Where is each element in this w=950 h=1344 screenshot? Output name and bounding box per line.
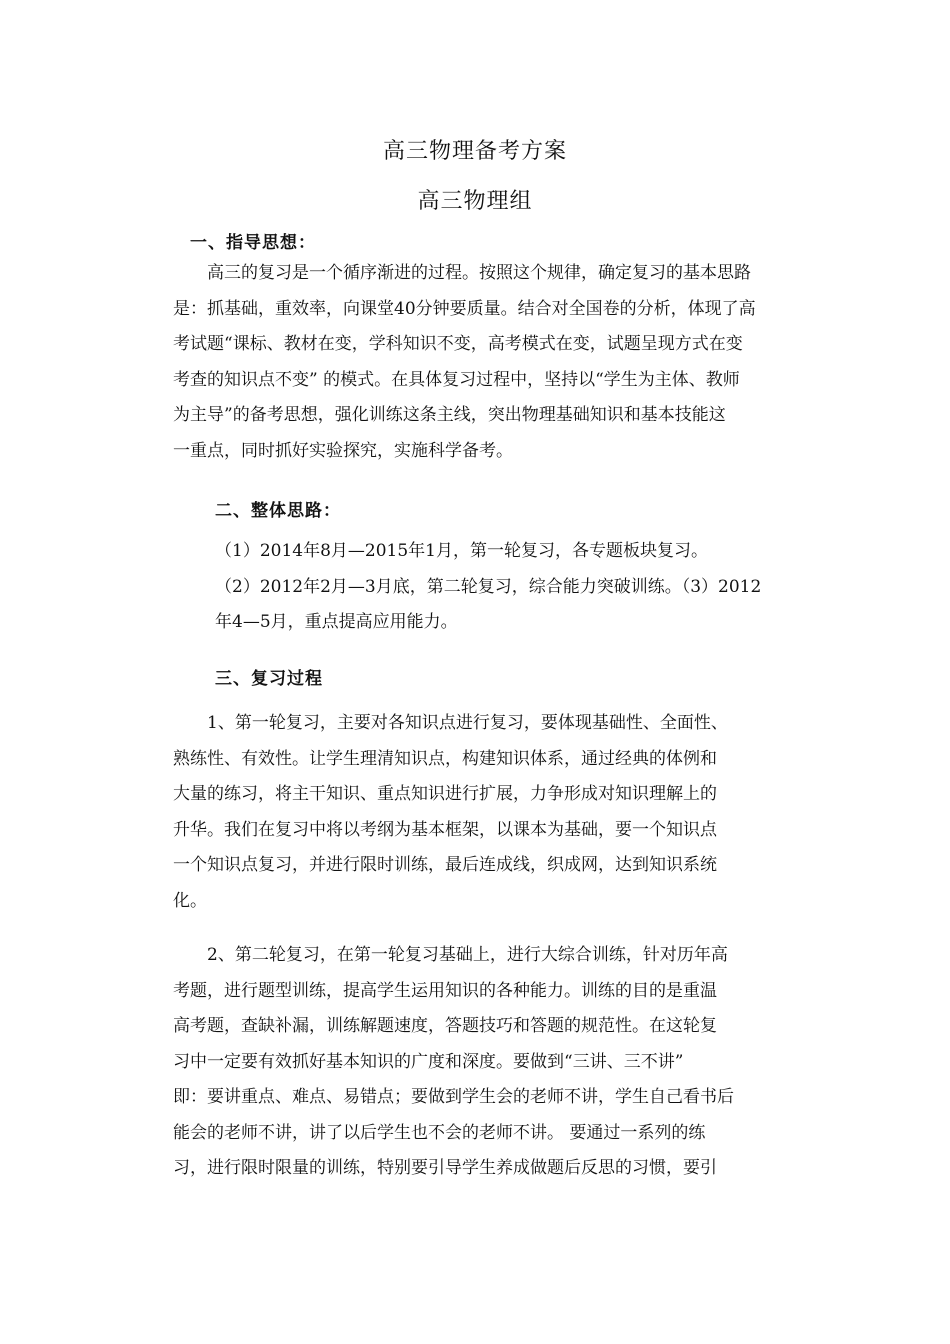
text-line: 一个知识点复习，并进行限时训练，最后连成线，织成网，达到知识系统 (173, 855, 717, 875)
document-subtitle: 高三物理组 (417, 189, 533, 214)
review-process-paragraph-2 (173, 938, 783, 1187)
text-line: 一重点，同时抓好实验探究，实施科学备考。 (173, 440, 513, 461)
text-line: 即：要讲重点、难点、易错点；要做到学生会的老师不讲，学生自己看书后 (173, 1087, 734, 1107)
text-line: 年4—5月，重点提高应用能力。 (215, 612, 458, 632)
text-line: 升华。我们在复习中将以考纲为基本框架，以课本为基础，要一个知识点 (173, 819, 717, 840)
section-heading-overall-plan: 二、整体思路： (215, 501, 341, 521)
text-line: （1）2014年8月—2015年1月，第一轮复习，各专题板块复习。 (215, 541, 708, 561)
section-heading-guiding-thought: 一、指导思想： (190, 233, 316, 253)
text-line: 能会的老师不讲，讲了以后学生也不会的老师不讲。 要通过一系列的练 (173, 1122, 706, 1143)
section-overall-plan-body (215, 534, 785, 641)
text-line: 考查的知识点不变” 的模式。在具体复习过程中，坚持以“学生为主体、教师 (173, 369, 740, 390)
document-title: 高三物理备考方案 (382, 139, 567, 164)
text-line: 高考题，查缺补漏，训练解题速度，答题技巧和答题的规范性。在这轮复 (173, 1016, 717, 1036)
text-line: 是：抓基础，重效率，向课堂40分钟要质量。结合对全国卷的分析，体现了高 (173, 298, 756, 319)
section-heading-review-process: 三、复习过程 (215, 669, 323, 689)
text-line: 化。 (173, 890, 207, 911)
section-guiding-thought-body (173, 256, 783, 469)
text-line: 考试题“课标、教材在变，学科知识不变，高考模式在变，试题呈现方式在变 (173, 334, 743, 354)
text-line: 习，进行限时限量的训练，特别要引导学生养成做题后反思的习惯，要引 (173, 1158, 717, 1178)
text-line: 2、第二轮复习，在第一轮复习基础上，进行大综合训练，针对历年高 (207, 945, 728, 965)
text-line: 考题，进行题型训练，提高学生运用知识的各种能力。训练的目的是重温 (173, 980, 717, 1001)
text-line: （2）2012年2月—3月底，第二轮复习，综合能力突破训练。（3）2012 (215, 576, 762, 597)
text-line: 为主导”的备考思想，强化训练这条主线，突出物理基础知识和基本技能这 (173, 405, 726, 425)
text-line: 1、第一轮复习，主要对各知识点进行复习，要体现基础性、全面性、 (207, 713, 728, 733)
text-line: 大量的练习，将主干知识、重点知识进行扩展，力争形成对知识理解上的 (173, 784, 717, 804)
review-process-paragraph-1 (173, 706, 783, 919)
text-line: 习中一定要有效抓好基本知识的广度和深度。要做到“三讲、三不讲” (173, 1051, 684, 1072)
text-line: 高三的复习是一个循序渐进的过程。按照这个规律，确定复习的基本思路 (207, 263, 751, 283)
text-line: 熟练性、有效性。让学生理清知识点，构建知识体系，通过经典的体例和 (173, 748, 717, 769)
